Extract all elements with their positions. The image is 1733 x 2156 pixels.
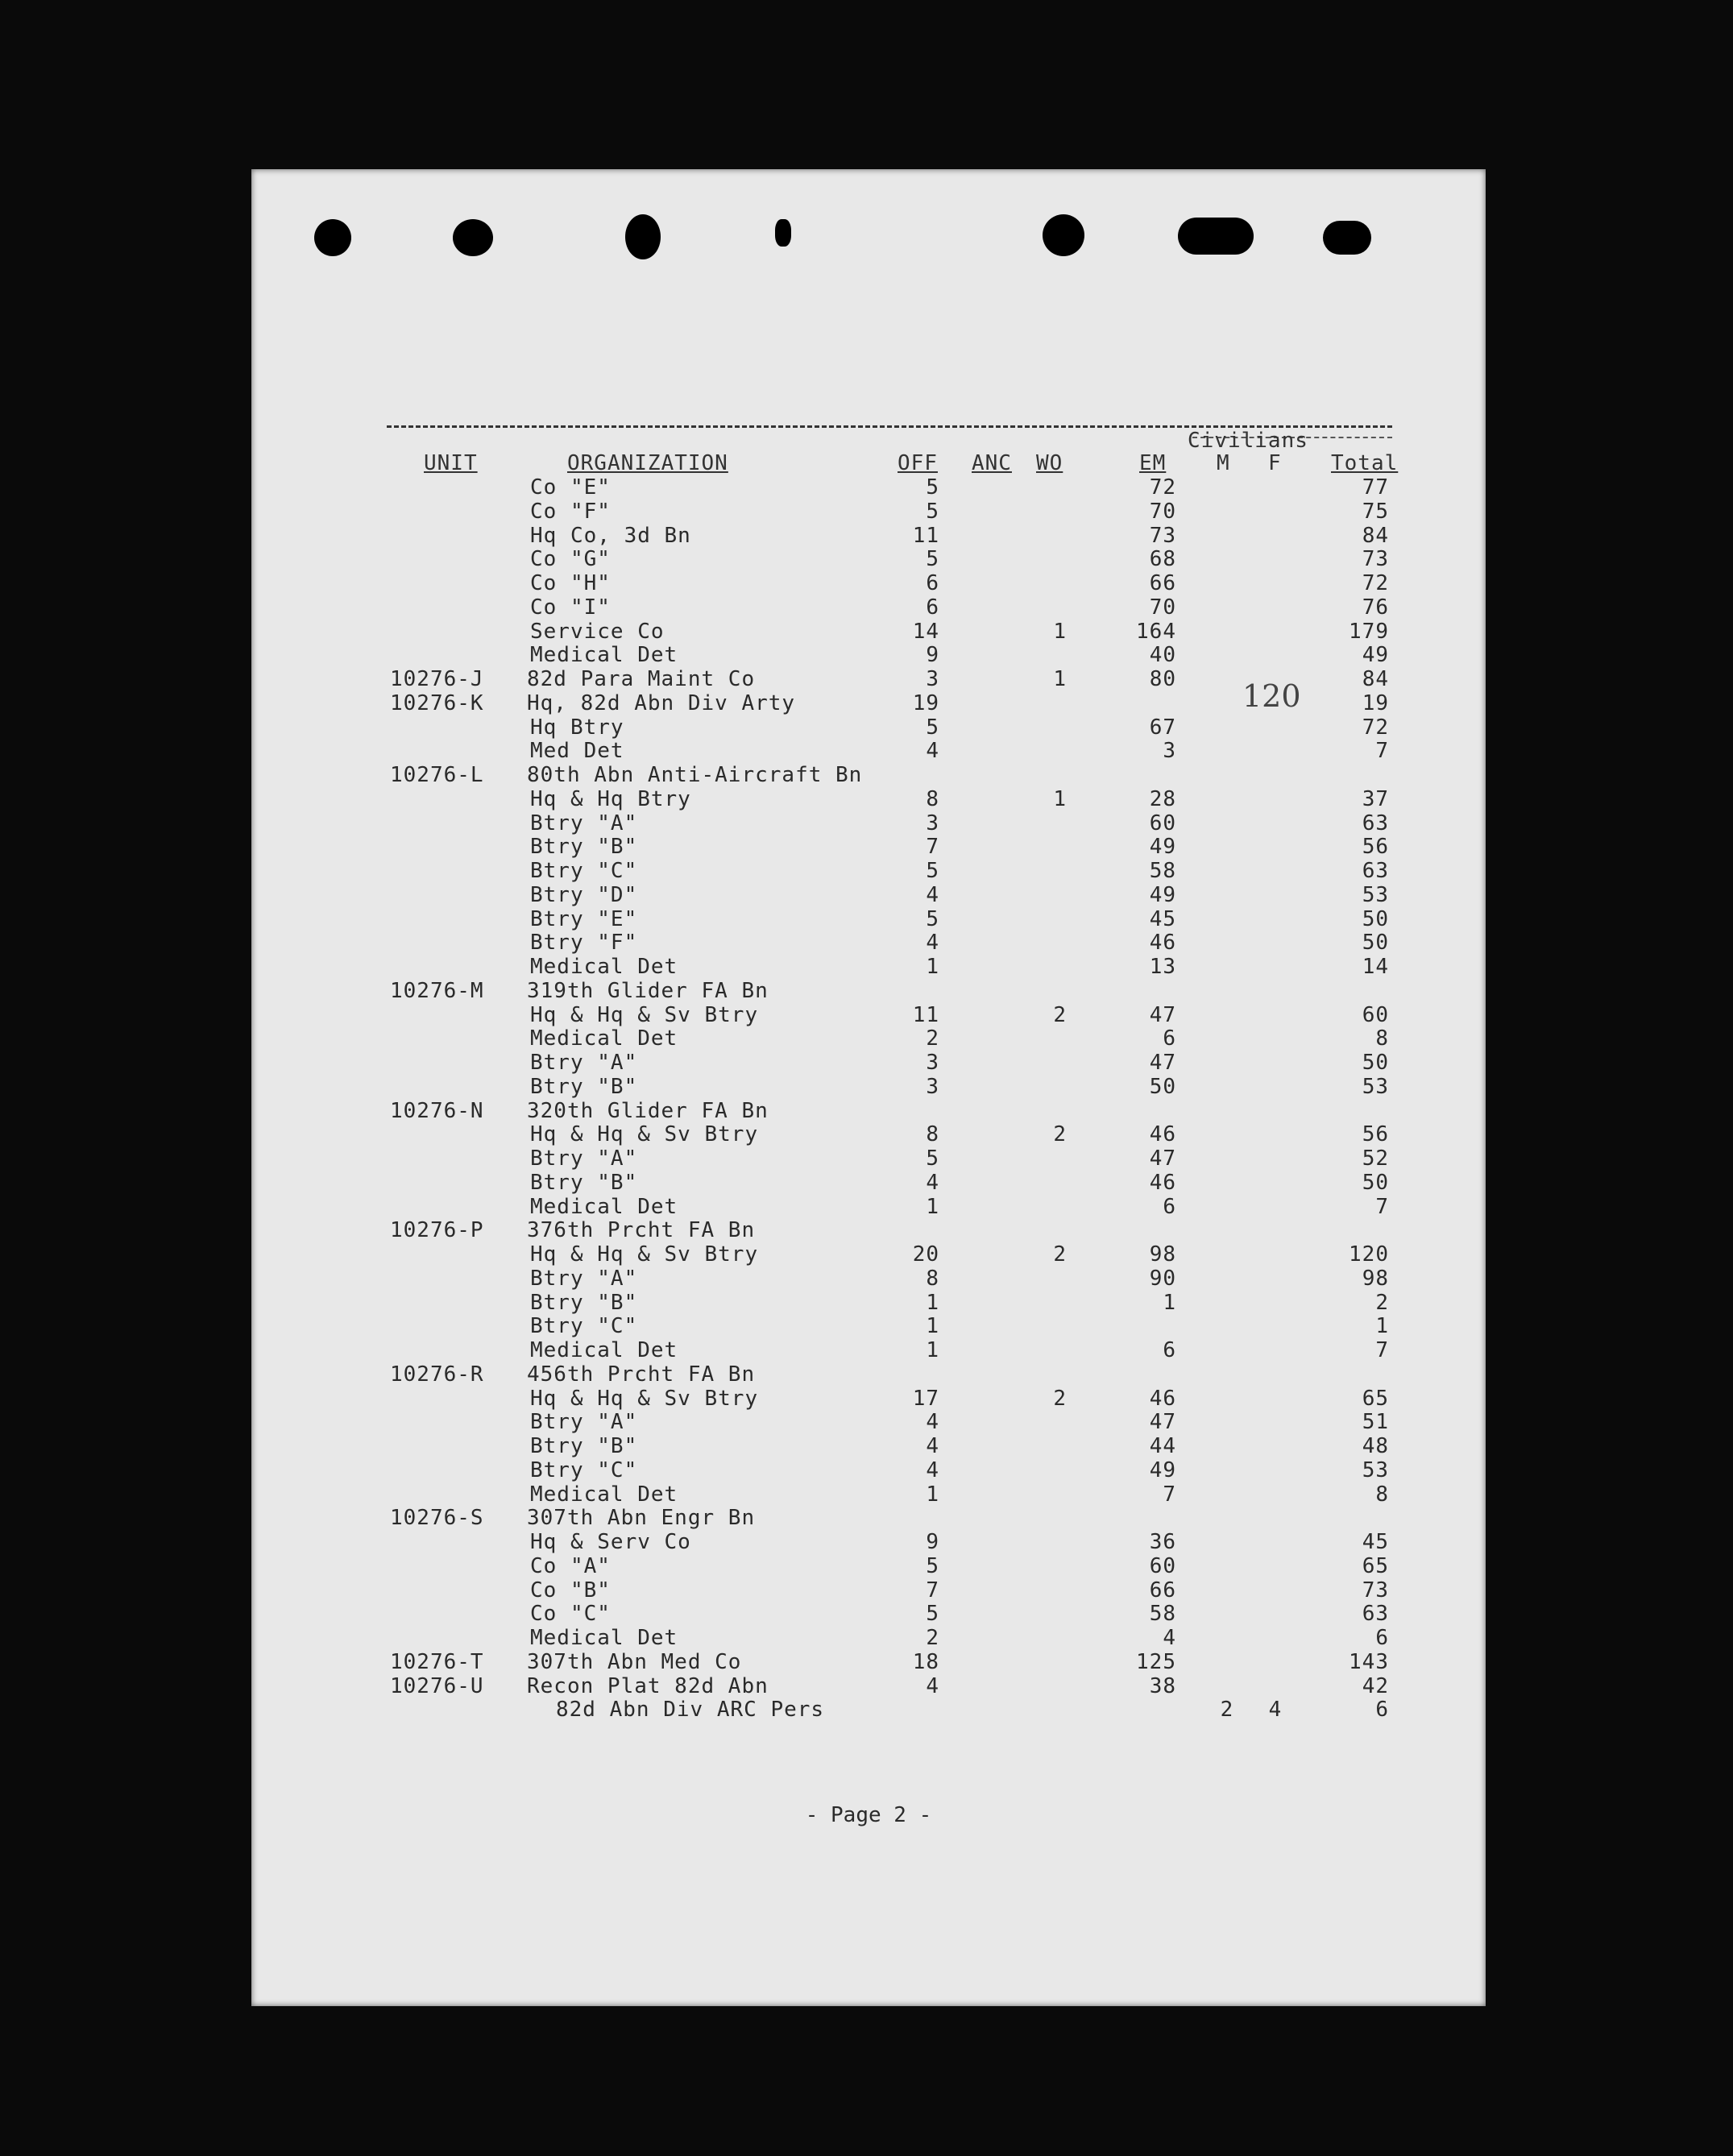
table-row — [251, 571, 1486, 595]
table-row — [251, 1626, 1486, 1650]
unit-cell: 10276-R — [390, 1362, 484, 1387]
total-cell: 14 — [1362, 955, 1389, 979]
table-row — [251, 1362, 1486, 1387]
organization-cell: Medical Det — [530, 1482, 678, 1507]
organization-cell: 319th Glider FA Bn — [527, 978, 769, 1003]
em-cell: 6 — [1163, 1194, 1176, 1219]
page-footer: - Page 2 - — [805, 1803, 932, 1827]
organization-cell: 376th Prcht FA Bn — [527, 1218, 756, 1243]
total-cell: 56 — [1362, 1122, 1389, 1147]
table-row — [251, 1602, 1486, 1626]
header-total: Total — [1331, 451, 1399, 475]
table-row — [251, 1674, 1486, 1698]
em-cell: 68 — [1149, 547, 1176, 572]
unit-cell: 10276-U — [390, 1673, 484, 1698]
em-cell: 49 — [1149, 882, 1176, 907]
em-cell: 73 — [1149, 523, 1176, 548]
organization-cell: Co "H" — [530, 571, 611, 595]
organization-cell: Btry "C" — [530, 1314, 638, 1339]
wo-cell: 1 — [1053, 667, 1067, 691]
table-row — [251, 1242, 1486, 1267]
off-cell: 1 — [926, 1338, 939, 1362]
off-cell: 8 — [926, 1266, 939, 1291]
total-cell: 53 — [1362, 882, 1389, 907]
table-row — [251, 859, 1486, 883]
organization-cell: 307th Abn Engr Bn — [527, 1506, 756, 1531]
unit-cell: 10276-S — [390, 1506, 484, 1531]
total-cell: 45 — [1362, 1530, 1389, 1554]
organization-cell: Btry "D" — [530, 882, 638, 907]
off-cell: 20 — [912, 1242, 939, 1267]
organization-cell: Btry "B" — [530, 1434, 638, 1458]
total-cell: 50 — [1362, 1051, 1389, 1075]
wo-cell: 1 — [1053, 619, 1067, 644]
table-row — [251, 1146, 1486, 1171]
table-row — [251, 1482, 1486, 1507]
off-cell: 4 — [926, 931, 939, 956]
total-cell: 72 — [1362, 715, 1389, 740]
total-cell: 51 — [1362, 1410, 1389, 1435]
em-cell: 3 — [1163, 739, 1176, 764]
em-cell: 70 — [1149, 499, 1176, 524]
off-cell: 19 — [912, 690, 939, 715]
total-cell: 6 — [1375, 1698, 1389, 1723]
organization-cell: 82d Abn Div ARC Pers — [556, 1698, 825, 1723]
total-cell: 37 — [1362, 786, 1389, 811]
off-cell: 5 — [926, 1553, 939, 1578]
table-row — [251, 739, 1486, 763]
header-off: OFF — [898, 451, 938, 475]
total-cell: 75 — [1362, 499, 1389, 524]
em-cell: 72 — [1149, 475, 1176, 500]
total-cell: 48 — [1362, 1434, 1389, 1458]
organization-cell: Hq Co, 3d Bn — [530, 523, 691, 548]
organization-cell: Hq & Hq & Sv Btry — [530, 1002, 759, 1027]
header-m: M — [1217, 451, 1230, 475]
organization-cell: 456th Prcht FA Bn — [527, 1362, 756, 1387]
table-row — [251, 1338, 1486, 1362]
em-cell: 46 — [1149, 931, 1176, 956]
em-cell: 58 — [1149, 1602, 1176, 1627]
table-row — [251, 620, 1486, 644]
off-cell: 5 — [926, 475, 939, 500]
table-row — [251, 1410, 1486, 1434]
table-row — [251, 883, 1486, 907]
wo-cell: 2 — [1053, 1122, 1067, 1147]
organization-cell: Co "F" — [530, 499, 611, 524]
table-row — [251, 931, 1486, 955]
table-row — [251, 1075, 1486, 1099]
table-row — [251, 643, 1486, 667]
em-cell: 45 — [1149, 906, 1176, 931]
organization-cell: Hq & Hq & Sv Btry — [530, 1386, 759, 1411]
em-cell: 58 — [1149, 859, 1176, 883]
organization-cell: Medical Det — [530, 1026, 678, 1051]
off-cell: 1 — [926, 1194, 939, 1219]
table-row — [251, 715, 1486, 740]
off-cell: 7 — [926, 1578, 939, 1602]
off-cell: 2 — [926, 1626, 939, 1650]
total-cell: 73 — [1362, 547, 1389, 572]
wo-cell: 1 — [1053, 786, 1067, 811]
table-row — [251, 1195, 1486, 1219]
em-cell: 60 — [1149, 1553, 1176, 1578]
organization-cell: Co "G" — [530, 547, 611, 572]
total-cell: 2 — [1375, 1290, 1389, 1315]
off-cell: 6 — [926, 571, 939, 595]
total-cell: 50 — [1362, 1170, 1389, 1195]
organization-cell: Btry "B" — [530, 835, 638, 860]
organization-cell: Hq & Serv Co — [530, 1530, 691, 1554]
header-civilians: Civilians — [1188, 429, 1308, 453]
em-cell: 1 — [1163, 1290, 1176, 1315]
off-cell: 5 — [926, 499, 939, 524]
total-cell: 72 — [1362, 571, 1389, 595]
off-cell: 5 — [926, 859, 939, 883]
total-cell: 7 — [1375, 739, 1389, 764]
total-cell: 42 — [1362, 1673, 1389, 1698]
off-cell: 18 — [912, 1649, 939, 1674]
off-cell: 17 — [912, 1386, 939, 1411]
em-cell: 98 — [1149, 1242, 1176, 1267]
em-cell: 40 — [1149, 643, 1176, 668]
organization-cell: Btry "C" — [530, 1457, 638, 1482]
off-cell: 11 — [912, 523, 939, 548]
table-row — [251, 1314, 1486, 1338]
off-cell: 11 — [912, 1002, 939, 1027]
em-cell: 6 — [1163, 1338, 1176, 1362]
table-row — [251, 1003, 1486, 1027]
table-row — [251, 1650, 1486, 1674]
em-cell: 50 — [1149, 1074, 1176, 1099]
header-unit: UNIT — [424, 451, 478, 475]
table-row — [251, 524, 1486, 548]
off-cell: 5 — [926, 547, 939, 572]
total-cell: 65 — [1362, 1386, 1389, 1411]
em-cell: 66 — [1149, 1578, 1176, 1602]
organization-cell: Med Det — [530, 739, 624, 764]
total-cell: 73 — [1362, 1578, 1389, 1602]
off-cell: 3 — [926, 1051, 939, 1075]
table-row — [251, 1291, 1486, 1315]
organization-cell: Service Co — [530, 619, 665, 644]
organization-cell: Btry "B" — [530, 1290, 638, 1315]
em-cell: 46 — [1149, 1122, 1176, 1147]
organization-cell: Medical Det — [530, 955, 678, 979]
organization-cell: Medical Det — [530, 1194, 678, 1219]
organization-cell: Btry "B" — [530, 1074, 638, 1099]
em-cell: 47 — [1149, 1051, 1176, 1075]
total-cell: 50 — [1362, 931, 1389, 956]
off-cell: 1 — [926, 1290, 939, 1315]
total-cell: 65 — [1362, 1553, 1389, 1578]
em-cell: 90 — [1149, 1266, 1176, 1291]
off-cell: 7 — [926, 835, 939, 860]
total-cell: 53 — [1362, 1457, 1389, 1482]
organization-cell: Btry "A" — [530, 1266, 638, 1291]
organization-cell: Co "C" — [530, 1602, 611, 1627]
table-row — [251, 1171, 1486, 1195]
total-cell: 120 — [1349, 1242, 1389, 1267]
table-row — [251, 1099, 1486, 1123]
total-cell: 50 — [1362, 906, 1389, 931]
em-cell: 49 — [1149, 1457, 1176, 1482]
table-row — [251, 595, 1486, 620]
off-cell: 4 — [926, 882, 939, 907]
table-row — [251, 1578, 1486, 1602]
table-row — [251, 979, 1486, 1003]
em-cell: 6 — [1163, 1026, 1176, 1051]
organization-cell: Co "I" — [530, 595, 611, 620]
organization-cell: Btry "E" — [530, 906, 638, 931]
organization-cell: 82d Para Maint Co — [527, 667, 756, 691]
wo-cell: 2 — [1053, 1386, 1067, 1411]
em-cell: 125 — [1136, 1649, 1176, 1674]
table-row — [251, 1387, 1486, 1411]
unit-cell: 10276-N — [390, 1098, 484, 1123]
table-row — [251, 547, 1486, 571]
organization-cell: 80th Abn Anti-Aircraft Bn — [527, 763, 863, 787]
off-cell: 6 — [926, 595, 939, 620]
organization-cell: Btry "F" — [530, 931, 638, 956]
table-row — [251, 955, 1486, 979]
total-cell: 77 — [1362, 475, 1389, 500]
organization-cell: 320th Glider FA Bn — [527, 1098, 769, 1123]
total-cell: 63 — [1362, 859, 1389, 883]
organization-cell: Medical Det — [530, 1338, 678, 1362]
table-row — [251, 1506, 1486, 1530]
table-row — [251, 1051, 1486, 1075]
em-cell: 70 — [1149, 595, 1176, 620]
table-row — [251, 1554, 1486, 1578]
em-cell: 49 — [1149, 835, 1176, 860]
total-cell: 56 — [1362, 835, 1389, 860]
em-cell: 47 — [1149, 1146, 1176, 1171]
organization-cell: Hq Btry — [530, 715, 624, 740]
total-cell: 84 — [1362, 523, 1389, 548]
unit-cell: 10276-L — [390, 763, 484, 787]
em-cell: 46 — [1149, 1386, 1176, 1411]
off-cell: 8 — [926, 786, 939, 811]
em-cell: 38 — [1149, 1673, 1176, 1698]
em-cell: 67 — [1149, 715, 1176, 740]
roster-table — [251, 169, 1486, 2006]
em-cell: 46 — [1149, 1170, 1176, 1195]
total-cell: 52 — [1362, 1146, 1389, 1171]
table-row — [251, 1530, 1486, 1554]
civilian-m-cell: 2 — [1220, 1698, 1234, 1723]
organization-cell: Btry "A" — [530, 1051, 638, 1075]
organization-cell: Medical Det — [530, 1626, 678, 1650]
total-cell: 7 — [1375, 1194, 1389, 1219]
civilian-f-cell: 4 — [1268, 1698, 1283, 1723]
off-cell: 5 — [926, 1602, 939, 1627]
em-cell: 60 — [1149, 811, 1176, 835]
organization-cell: 307th Abn Med Co — [527, 1649, 742, 1674]
em-cell: 164 — [1136, 619, 1176, 644]
em-cell: 28 — [1149, 786, 1176, 811]
table-row — [251, 1267, 1486, 1291]
off-cell: 4 — [926, 1170, 939, 1195]
off-cell: 5 — [926, 906, 939, 931]
table-row — [251, 500, 1486, 524]
table-row — [251, 475, 1486, 500]
total-cell: 19 — [1362, 690, 1389, 715]
organization-cell: Co "A" — [530, 1553, 611, 1578]
table-row — [251, 1458, 1486, 1482]
off-cell: 9 — [926, 1530, 939, 1554]
organization-cell: Co "B" — [530, 1578, 611, 1602]
off-cell: 4 — [926, 1457, 939, 1482]
off-cell: 3 — [926, 667, 939, 691]
handwritten-note: 120 — [1242, 678, 1301, 714]
table-row — [251, 763, 1486, 787]
table-row — [251, 1122, 1486, 1146]
table-row — [251, 907, 1486, 931]
off-cell: 4 — [926, 1410, 939, 1435]
off-cell: 5 — [926, 715, 939, 740]
em-cell: 47 — [1149, 1002, 1176, 1027]
em-cell: 66 — [1149, 571, 1176, 595]
total-cell: 8 — [1375, 1482, 1389, 1507]
header-organization: ORGANIZATION — [567, 451, 728, 475]
off-cell: 5 — [926, 1146, 939, 1171]
organization-cell: Btry "A" — [530, 811, 638, 835]
off-cell: 1 — [926, 1482, 939, 1507]
em-cell: 13 — [1149, 955, 1176, 979]
total-cell: 53 — [1362, 1074, 1389, 1099]
em-cell: 80 — [1149, 667, 1176, 691]
table-row — [251, 1434, 1486, 1458]
organization-cell: Hq, 82d Abn Div Arty — [527, 690, 796, 715]
off-cell: 9 — [926, 643, 939, 668]
organization-cell: Recon Plat 82d Abn — [527, 1673, 769, 1698]
total-cell: 63 — [1362, 1602, 1389, 1627]
em-cell: 4 — [1163, 1626, 1176, 1650]
off-cell: 1 — [926, 1314, 939, 1339]
off-cell: 4 — [926, 739, 939, 764]
off-cell: 4 — [926, 1434, 939, 1458]
organization-cell: Hq & Hq & Sv Btry — [530, 1122, 759, 1147]
organization-cell: Medical Det — [530, 643, 678, 668]
table-row — [251, 1026, 1486, 1051]
total-cell: 179 — [1349, 619, 1389, 644]
total-cell: 7 — [1375, 1338, 1389, 1362]
unit-cell: 10276-P — [390, 1218, 484, 1243]
wo-cell: 2 — [1053, 1242, 1067, 1267]
off-cell: 3 — [926, 1074, 939, 1099]
off-cell: 1 — [926, 955, 939, 979]
off-cell: 14 — [912, 619, 939, 644]
total-cell: 84 — [1362, 667, 1389, 691]
off-cell: 4 — [926, 1673, 939, 1698]
unit-cell: 10276-J — [390, 667, 484, 691]
off-cell: 2 — [926, 1026, 939, 1051]
table-row — [251, 787, 1486, 811]
organization-cell: Btry "C" — [530, 859, 638, 883]
unit-cell: 10276-K — [390, 690, 484, 715]
header-anc: ANC — [972, 451, 1012, 475]
wo-cell: 2 — [1053, 1002, 1067, 1027]
total-cell: 143 — [1349, 1649, 1389, 1674]
header-wo: WO — [1036, 451, 1063, 475]
unit-cell: 10276-T — [390, 1649, 484, 1674]
total-cell: 49 — [1362, 643, 1389, 668]
organization-cell: Hq & Hq & Sv Btry — [530, 1242, 759, 1267]
total-cell: 63 — [1362, 811, 1389, 835]
em-cell: 36 — [1149, 1530, 1176, 1554]
organization-cell: Btry "B" — [530, 1170, 638, 1195]
header-em: EM — [1139, 451, 1167, 475]
header-f: F — [1268, 451, 1282, 475]
total-cell: 6 — [1375, 1626, 1389, 1650]
total-cell: 60 — [1362, 1002, 1389, 1027]
table-row — [251, 1218, 1486, 1242]
unit-cell: 10276-M — [390, 978, 484, 1003]
organization-cell: Hq & Hq Btry — [530, 786, 691, 811]
em-cell: 47 — [1149, 1410, 1176, 1435]
document-page — [251, 169, 1486, 2006]
off-cell: 8 — [926, 1122, 939, 1147]
table-row — [251, 1698, 1486, 1722]
table-row — [251, 835, 1486, 859]
organization-cell: Btry "A" — [530, 1146, 638, 1171]
total-cell: 76 — [1362, 595, 1389, 620]
total-cell: 1 — [1375, 1314, 1389, 1339]
em-cell: 7 — [1163, 1482, 1176, 1507]
table-row — [251, 811, 1486, 835]
total-cell: 8 — [1375, 1026, 1389, 1051]
organization-cell: Co "E" — [530, 475, 611, 500]
total-cell: 98 — [1362, 1266, 1389, 1291]
em-cell: 44 — [1149, 1434, 1176, 1458]
organization-cell: Btry "A" — [530, 1410, 638, 1435]
off-cell: 3 — [926, 811, 939, 835]
